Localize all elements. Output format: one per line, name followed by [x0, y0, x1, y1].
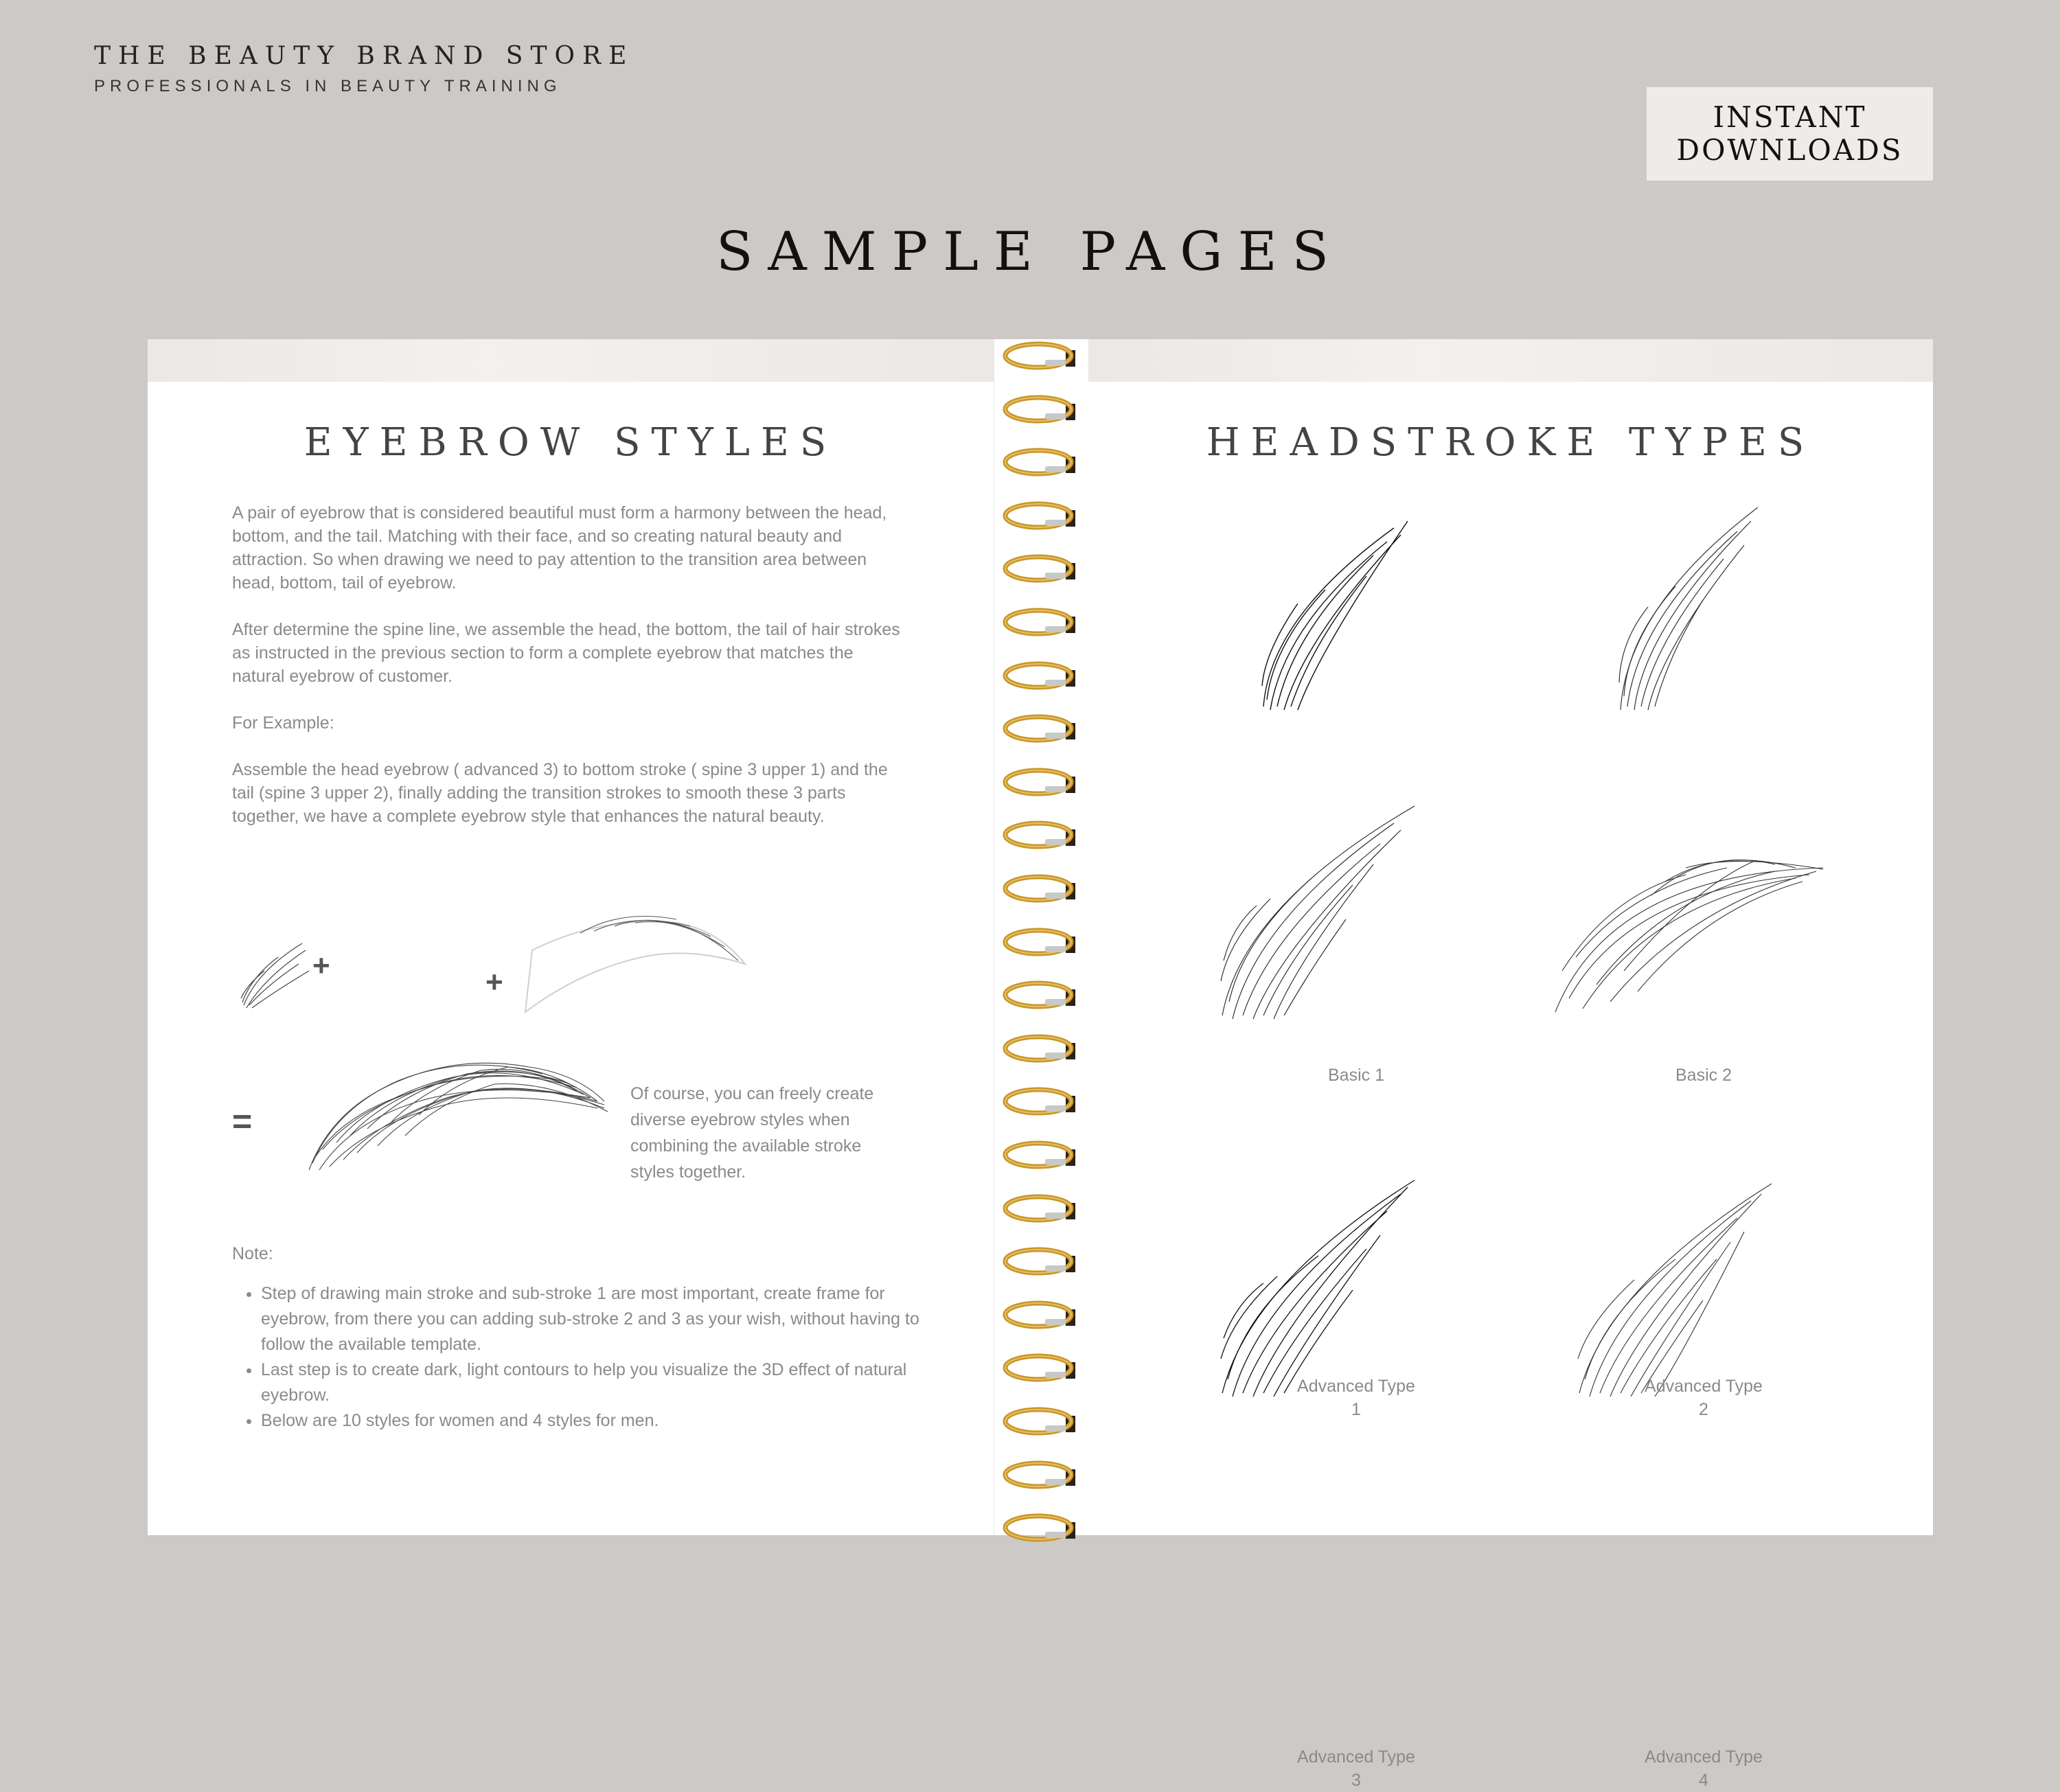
badge-line-2: DOWNLOADS: [1676, 133, 1903, 167]
stroke-caption-advanced-4: [1607, 1745, 1800, 1792]
caption-line: Advanced Type: [1645, 1377, 1763, 1396]
paragraph: After determine the spine line, we assemble the head, the bottom, the tail of hair strokes as instructed in the previous section to form a complete eyebrow that matches the natural eyebrow of customer.: [232, 620, 900, 686]
list-item: • Below are 10 styles for women and 4 styles for men.: [261, 1408, 948, 1434]
binding-ring: [1003, 1406, 1078, 1436]
binding-ring: [1003, 1353, 1078, 1383]
binding-ring: [1003, 1086, 1078, 1116]
side-note: Of course, you can freely create diverse eyebrow styles when combining the available stroke styles together.: [630, 1084, 874, 1182]
binding-ring: [1003, 767, 1078, 797]
binding-ring: [1003, 447, 1078, 477]
binding-ring: [1003, 1033, 1078, 1064]
stroke-caption-basic-1: [1260, 1064, 1452, 1087]
stroke-sketch-basic-2: [1614, 504, 1772, 713]
brand-tagline: PROFESSIONALS IN BEAUTY TRAINING: [94, 77, 562, 95]
caption-line: Advanced Type: [1297, 1747, 1415, 1767]
brand-name: THE BEAUTY BRAND STORE: [94, 42, 634, 70]
caption-line: 4: [1699, 1771, 1708, 1790]
eyebrow-styles-title: EYEBROW STYLES: [304, 420, 838, 465]
eyebrow-template-sketch: [518, 902, 779, 1026]
binding-ring: [1003, 1460, 1078, 1490]
full-eyebrow-sketch: [302, 1033, 611, 1177]
caption-line: Advanced Type: [1645, 1747, 1763, 1767]
binding-ring: [1003, 927, 1078, 957]
note-list: [232, 1281, 948, 1434]
binding-ring: [1003, 553, 1078, 584]
right-book-page: [1088, 339, 1933, 1790]
badge-line-1: INSTANT: [1713, 100, 1867, 134]
caption-line: 3: [1351, 1771, 1361, 1790]
stroke-sketch-basic-1: [1257, 514, 1415, 713]
list-item: • Step of drawing main stroke and sub-stroke 1 are most important, create frame for eyebrow, from there you can adding sub-stroke 2 and 3 as your wish, without having to follow the available template.: [261, 1281, 948, 1357]
binding-ring: [1003, 501, 1078, 531]
stroke-caption-advanced-1: [1260, 1375, 1452, 1421]
binding-ring: [1003, 820, 1078, 850]
paragraph: For Example:: [232, 713, 334, 733]
binding-ring: [1003, 1513, 1078, 1543]
headstroke-types-title: HEADSTROKE TYPES: [1206, 420, 1816, 465]
plus-sign: +: [312, 949, 330, 983]
page-title: SAMPLE PAGES: [716, 221, 1344, 283]
instant-downloads-badge: [1647, 87, 1933, 181]
binding-ring: [1003, 660, 1078, 691]
binding-ring: [1003, 1300, 1078, 1330]
binding-ring: [1003, 341, 1078, 371]
stroke-sketch-advanced-4: [1572, 1177, 1778, 1400]
stroke-caption-basic-2: [1607, 1064, 1800, 1087]
binding-ring: [1003, 607, 1078, 637]
binding-ring: [1003, 980, 1078, 1010]
brand-block: [94, 41, 634, 96]
binding-ring: [1003, 873, 1078, 904]
binding-ring: [1003, 1140, 1078, 1170]
stroke-sketch-advanced-1: [1215, 803, 1421, 1022]
note-label: Note:: [232, 1244, 273, 1263]
caption-line: Basic 1: [1328, 1066, 1384, 1085]
paragraph: Assemble the head eyebrow ( advanced 3) to bottom stroke ( spine 3 upper 1) and the tail (spine 3 upper 2), finally adding the transition strokes to smooth these 3 parts together, we have a complete eyebrow style that enhances the natural beauty.: [232, 760, 888, 826]
binding-ring: [1003, 1246, 1078, 1276]
caption-line: Advanced Type: [1297, 1377, 1415, 1396]
plus-sign: +: [485, 965, 503, 999]
caption-line: 2: [1699, 1400, 1708, 1419]
left-book-page: [148, 339, 994, 1535]
stroke-caption-advanced-3: [1260, 1745, 1452, 1792]
intro-text: [232, 501, 908, 851]
binding-ring: [1003, 394, 1078, 424]
binding-ring: [1003, 1193, 1078, 1224]
caption-line: Basic 2: [1675, 1066, 1732, 1085]
stroke-caption-advanced-2: [1607, 1375, 1800, 1421]
stroke-sketch-advanced-3: [1215, 1173, 1421, 1400]
equals-sign: =: [232, 1102, 253, 1140]
caption-line: 1: [1351, 1400, 1361, 1419]
head-stroke-sketch: [237, 937, 319, 1012]
stroke-sketch-advanced-2: [1548, 834, 1830, 1019]
page-top-band: [1088, 339, 1933, 382]
binding-ring: [1003, 713, 1078, 744]
paragraph: A pair of eyebrow that is considered beautiful must form a harmony between the head, bottom, and the tail. Matching with their face, and so creating natural beauty and attraction. So when drawing we need to pay attention to the transition area between head, bottom, tail of eyebrow.: [232, 503, 887, 593]
list-item: • Last step is to create dark, light contours to help you visualize the 3D effect of natural eyebrow.: [261, 1357, 948, 1408]
page-top-band: [148, 339, 994, 382]
